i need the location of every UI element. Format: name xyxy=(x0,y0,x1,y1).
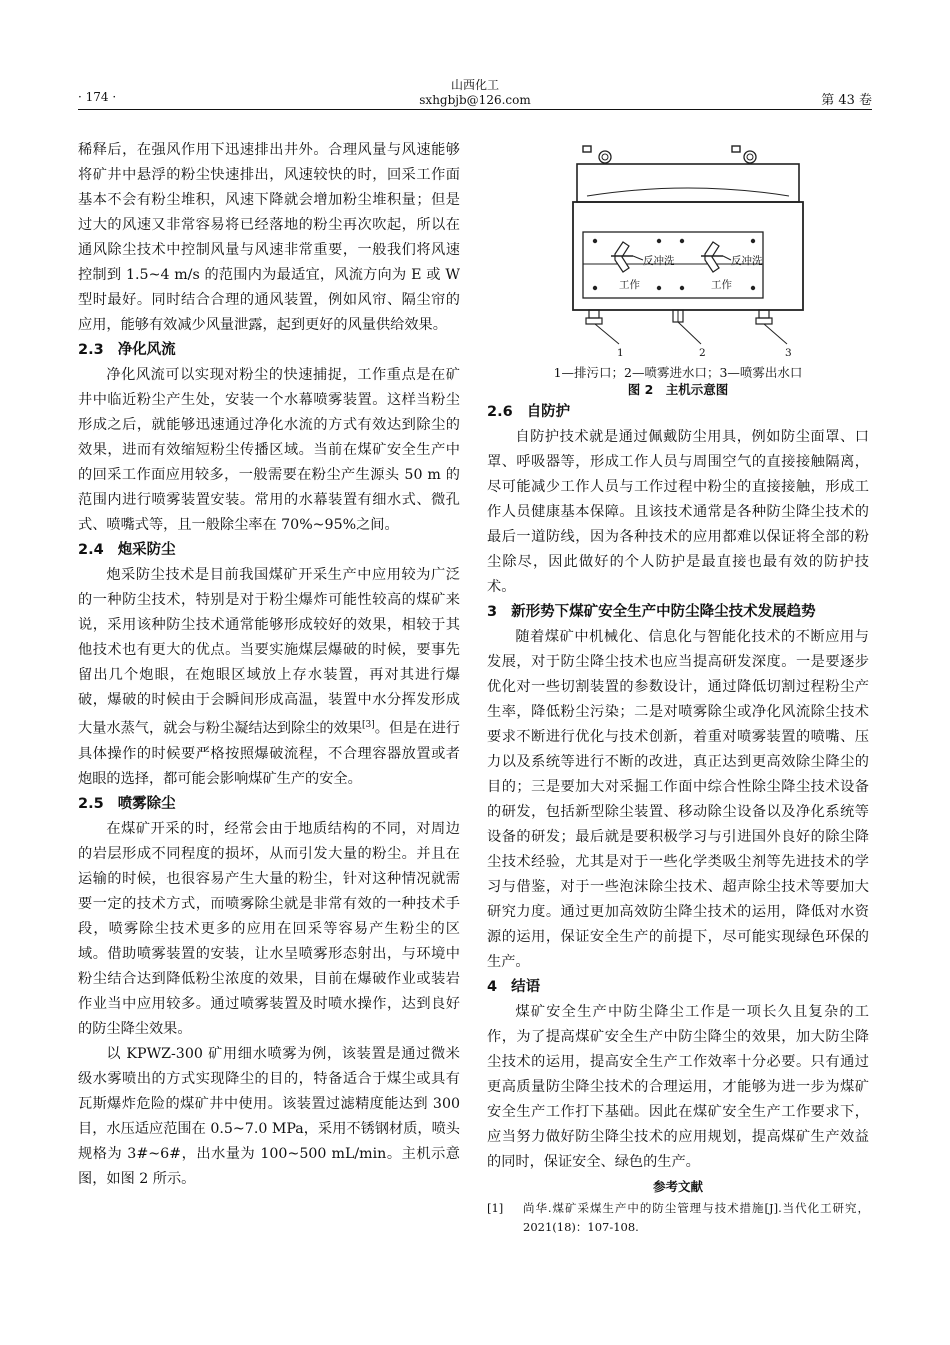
section-title: 净化风流 xyxy=(117,342,176,358)
journal-email: sxhgbjb@126.com xyxy=(419,93,531,107)
spray-outlet xyxy=(759,310,769,318)
paragraph-self-protection: 自防护技术就是通过佩戴防尘用具，例如防尘面罩、口罩、呼吸器等，形成工作人员与周围空气的直接接触隔离，尽可能减少工作人员与工作过程中粉尘的直接接触，形成工作人员健康基本保障。且该技术通常是各种防尘降尘技术的最后一道防线，因为各种技术的应用都难以保证将全部的粉尘除尽，因此做好的个人防护是最直接也最有效的防护技术。 xyxy=(487,429,869,595)
callout-line xyxy=(595,324,619,344)
label-backwash-1: 反冲洗 xyxy=(643,255,675,267)
reference-item xyxy=(487,1199,869,1237)
indicator-dot xyxy=(680,286,684,290)
callout-2: 2 xyxy=(699,347,706,359)
ring-icon xyxy=(602,154,608,160)
callout-3: 3 xyxy=(785,347,792,359)
left-column xyxy=(78,138,460,1192)
spray-outlet xyxy=(756,318,772,324)
indicator-dot xyxy=(593,239,597,243)
references-title: 参考文献 xyxy=(652,1179,703,1194)
indicator-dot xyxy=(657,286,661,290)
section-number: 2.4 xyxy=(78,542,104,558)
section-heading-4 xyxy=(487,975,869,1000)
callout-line xyxy=(764,324,787,344)
drain-port xyxy=(586,318,602,324)
paragraph-trends: 随着煤矿中机械化、信息化与智能化技术的不断应用与发展，对于防尘降尘技术也应当提高研发深度。一是要逐步优化对一些切割装置的参数设计，通过降低切割过程粉尘产生率，降低粉尘污染；二是对喷雾除尘或净化风流除尘技术要求不断进行优化与技术创新，着重对喷雾装置的喷嘴、压力以及系统等进行不断的改进，真正达到更高效除尘降尘的目的；三是要加大对采掘工作面中综合性除尘降尘技术设备的研发，包括新型除尘装置、移动除尘设备以及净化系统等设备的研发；最后就是要积极学习与引进国外良好的除尘降尘技术经验，尤其是对于一些化学类吸尘剂等先进技术的学习与借鉴，对于一些泡沫除尘技术、超声除尘技术等要加大研究力度。通过更加高效防尘降尘技术的运用，降低对水资源的运用，保证安全生产的前提下，尽可能实现绿色环保的生产。 xyxy=(487,629,869,970)
section-number: 2.6 xyxy=(487,404,513,420)
section-title: 新形势下煤矿安全生产中防尘降尘技术发展趋势 xyxy=(511,604,816,620)
label-work-1: 工作 xyxy=(619,279,640,291)
section-heading-2-4 xyxy=(78,538,460,563)
section-title: 炮采防尘 xyxy=(117,542,176,558)
section-heading-3 xyxy=(487,600,869,625)
section-heading-2-6 xyxy=(487,400,869,425)
drain-port xyxy=(589,310,599,318)
figure-legend: 1—排污口；2—喷雾进水口；3—喷雾出水口 xyxy=(553,365,803,380)
citation-ref[interactable]: [3] xyxy=(362,720,375,730)
indicator-dot xyxy=(680,239,684,243)
section-heading-2-5 xyxy=(78,792,460,817)
paragraph-conclusion: 煤矿安全生产中防尘降尘工作是一项长久且复杂的工作，为了提高煤矿安全生产中防尘降尘的效果，加大防尘降尘技术的运用，提高安全生产工作效率十分必要。只有通过更高质量防尘降尘技术的合理运用，才能够为进一步为煤矿安全生产工作打下基础。因此在煤矿安全生产工作要求下，应当努力做好防尘降尘技术的应用规划，提高煤矿生产效益的同时，保证安全、绿色的生产。 xyxy=(487,1004,869,1170)
host-machine-diagram xyxy=(487,138,869,363)
callout-1: 1 xyxy=(617,347,624,359)
indicator-dot xyxy=(657,239,661,243)
paragraph-text: 。但是在进行具体操作的时候要严格按照爆破流程，不合理容器放置或者炮眼的选择，都可能会影响煤矿生产的安全。 xyxy=(78,720,460,787)
selector-switch-2 xyxy=(701,242,731,272)
paragraph-text: 炮采防尘技术是目前我国煤矿开采生产中应用较为广泛的一种防尘技术，特别是对于粉尘爆炸可能性较高的煤矿来说，采用该种防尘技术通常能够形成较好的效果，相较于其他技术也有更大的优点。当要实施煤层爆破的时候，要事先留出几个炮眼，在炮眼区域放上存水装置，再对其进行爆破，爆破的时候由于会瞬间形成高温，装置中水分挥发形成大量水蒸气，就会与粉尘凝结达到除尘的效果 xyxy=(78,567,460,737)
mount-tab xyxy=(732,146,740,152)
paragraph-kpwz-example: 以 KPWZ-300 矿用细水喷雾为例，该装置是通过微米级水雾喷出的方式实现降尘的目的，特备适合于煤尘或具有瓦斯爆炸危险的煤矿井中使用。该装置过滤精度能达到 300 目，水压适应范围在 0.5~7.0 MPa，采用不锈钢材质，喷头规格为 3#~6#，出水量为 100~500 mL/min。主机示意图，如图 2 所示。 xyxy=(78,1045,460,1187)
mount-tab xyxy=(583,146,591,152)
ring-icon xyxy=(744,151,756,163)
paragraph-ventilation-cont: 稀释后，在强风作用下迅速排出井外。合理风量与风速能够将矿井中悬浮的粉尘快速排出，风速较快的时，回采工作面基本不会有粉尘堆积，风速下降就会增加粉尘堆积量；但是过大的风速又非常容易将已经落地的粉尘再次吹起，所以在通风除尘技术中控制风量与风速非常重要，一般我们将风速控制到 1.5~4 m/s 的范围内为最适宜，风流方向为 E 或 W 型时最好。同时结合合理的通风装置，例如风帘、隔尘帘的应用，能够有效减少风量泄露，起到更好的风量供给效果。 xyxy=(78,142,460,333)
section-heading-2-3 xyxy=(78,338,460,363)
indicator-dot xyxy=(751,286,755,290)
reference-text: 尚华.煤矿采煤生产中的防尘管理与技术措施[J].当代化工研究，2021(18)：107-108. xyxy=(523,1201,869,1234)
journal-name: 山西化工 xyxy=(450,78,499,92)
reference-number: [1] xyxy=(487,1201,504,1215)
ring-icon xyxy=(599,151,611,163)
page-number: · 174 · xyxy=(78,90,117,104)
paragraph-purify-airflow: 净化风流可以实现对粉尘的快速捕捉，工作重点是在矿井中临近粉尘产生处，安装一个水幕喷雾装置。这样当粉尘形成之后，就能够迅速通过净化水流的方式有效达到除尘的效果，进而有效缩短粉尘传播区域。当前在煤矿安全生产中的回采工作面应用较多，一般需要在粉尘产生源头 50 m 的范围内进行喷雾装置安装。常用的水幕装置有细水式、微孔式、喷嘴式等，且一般除尘率在 70%~95%之间。 xyxy=(78,367,460,533)
section-number: 3 xyxy=(487,604,498,620)
ring-icon xyxy=(747,154,753,160)
volume-label: 第 43 卷 xyxy=(821,93,872,108)
header-rule xyxy=(78,109,872,110)
right-column xyxy=(487,138,869,1237)
journal-header xyxy=(0,78,950,108)
machine-body xyxy=(573,202,803,310)
section-number: 2.3 xyxy=(78,342,104,358)
machine-lid xyxy=(577,164,799,202)
figure-caption: 图 2 主机示意图 xyxy=(627,382,729,397)
label-work-2: 工作 xyxy=(711,279,732,291)
section-title: 结语 xyxy=(511,979,541,995)
figure-2-host-diagram xyxy=(487,138,869,400)
lid-curve xyxy=(587,188,789,196)
paragraph-blasting-dust xyxy=(78,563,460,792)
indicator-dot xyxy=(593,286,597,290)
selector-switch-1 xyxy=(611,242,643,272)
paragraph-spray-dust: 在煤矿开采的时，经常会由于地质结构的不同，对周边的岩层形成不同程度的损坏，从而引发大量的粉尘。并且在运输的时候，也很容易产生大量的粉尘，针对这种情况就需要一定的技术方式，而喷雾除尘就是非常有效的一种技术手段，喷雾除尘技术更多的应用在回采等容易产生粉尘的区域。借助喷雾装置的安装，让水呈喷雾形态射出，与环境中粉尘结合达到降低粉尘浓度的效果，目前在爆破作业或装岩作业当中应用较多。通过喷雾装置及时喷水操作，达到良好的防尘降尘效果。 xyxy=(78,820,460,1037)
section-title: 喷雾除尘 xyxy=(117,795,176,812)
indicator-dot xyxy=(751,239,755,243)
label-backwash-2: 反冲洗 xyxy=(731,255,763,267)
section-title: 自防护 xyxy=(526,404,571,420)
section-number: 2.5 xyxy=(78,795,104,812)
section-number: 4 xyxy=(487,979,498,995)
callout-line xyxy=(678,322,701,344)
